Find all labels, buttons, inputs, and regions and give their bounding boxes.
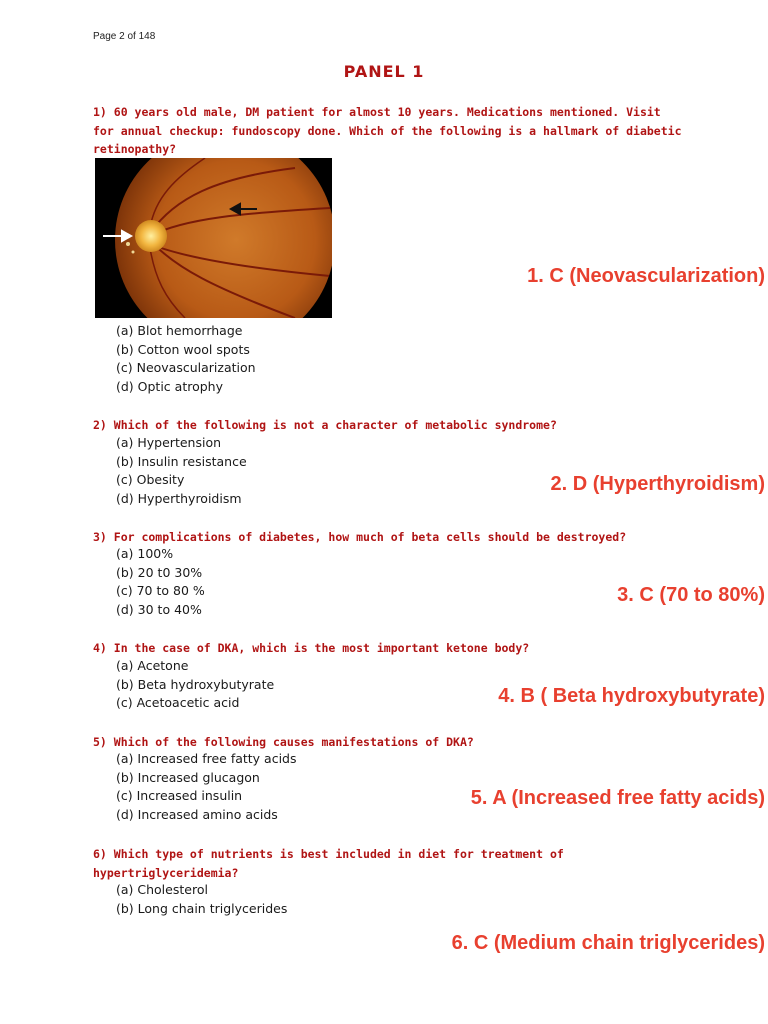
question-4-options [116, 657, 274, 713]
question-3-options [116, 545, 205, 620]
option-4a: (a) Acetone [116, 658, 189, 673]
option-5c: (c) Increased insulin [116, 788, 243, 804]
fundus-image [95, 158, 332, 318]
question-1-options [116, 322, 256, 397]
option-1c: (c) Neovascularization [116, 360, 256, 376]
question-3-text: 3) For complications of diabetes, how much of beta cells should be destroyed? [93, 530, 627, 544]
option-6a: (a) Cholesterol [116, 882, 208, 897]
question-2-options [116, 434, 247, 509]
option-2b: (b) Insulin resistance [116, 453, 247, 469]
question-5-options [116, 750, 297, 825]
question-6-text: 6) Which type of nutrients is best included in diet for treatment of hypertriglyceridemia? [93, 847, 564, 880]
question-2-text: 2) Which of the following is not a character of metabolic syndrome? [93, 418, 557, 432]
panel-title: PANEL 1 [343, 62, 425, 81]
page-number: Page 2 of 148 [93, 31, 156, 42]
option-1a: (a) Blot hemorrhage [116, 323, 243, 338]
option-2d: (d) Hyperthyroidism [116, 491, 242, 507]
option-2c: (c) Obesity [116, 472, 185, 488]
option-4b: (b) Beta hydroxybutyrate [116, 676, 275, 692]
option-3a: (a) 100% [116, 546, 174, 561]
option-6b: (b) Long chain triglycerides [116, 900, 288, 916]
answer-4: 4. B ( Beta hydroxybutyrate) [498, 685, 765, 707]
option-4c: (c) Acetoacetic acid [116, 695, 240, 711]
answer-6: 6. C (Medium chain triglycerides) [451, 932, 765, 954]
option-1b: (b) Cotton wool spots [116, 341, 250, 357]
answer-3: 3. C (70 to 80%) [617, 584, 765, 606]
answer-2: 2. D (Hyperthyroidism) [550, 473, 765, 495]
option-3d: (d) 30 to 40% [116, 602, 202, 618]
question-4-text: 4) In the case of DKA, which is the most important ketone body? [93, 641, 530, 655]
question-6-options [116, 881, 287, 918]
option-3c: (c) 70 to 80 % [116, 583, 205, 599]
option-1d: (d) Optic atrophy [116, 379, 223, 395]
option-5d: (d) Increased amino acids [116, 807, 278, 823]
answer-5: 5. A (Increased free fatty acids) [470, 787, 765, 809]
answer-1: 1. C (Neovascularization) [527, 265, 765, 287]
question-5-text: 5) Which of the following causes manifestations of DKA? [93, 735, 474, 749]
option-5b: (b) Increased glucagon [116, 769, 260, 785]
question-1-text: 1) 60 years old male, DM patient for almost 10 years. Medications mentioned. Visit for annual checkup: fundoscopy done. Which of the following is a hallmark of diabetic retinopathy? [93, 105, 682, 156]
option-3b: (b) 20 t0 30% [116, 564, 203, 580]
fundus-photo-icon [95, 158, 332, 318]
option-2a: (a) Hypertension [116, 435, 222, 450]
option-5a: (a) Increased free fatty acids [116, 751, 297, 766]
